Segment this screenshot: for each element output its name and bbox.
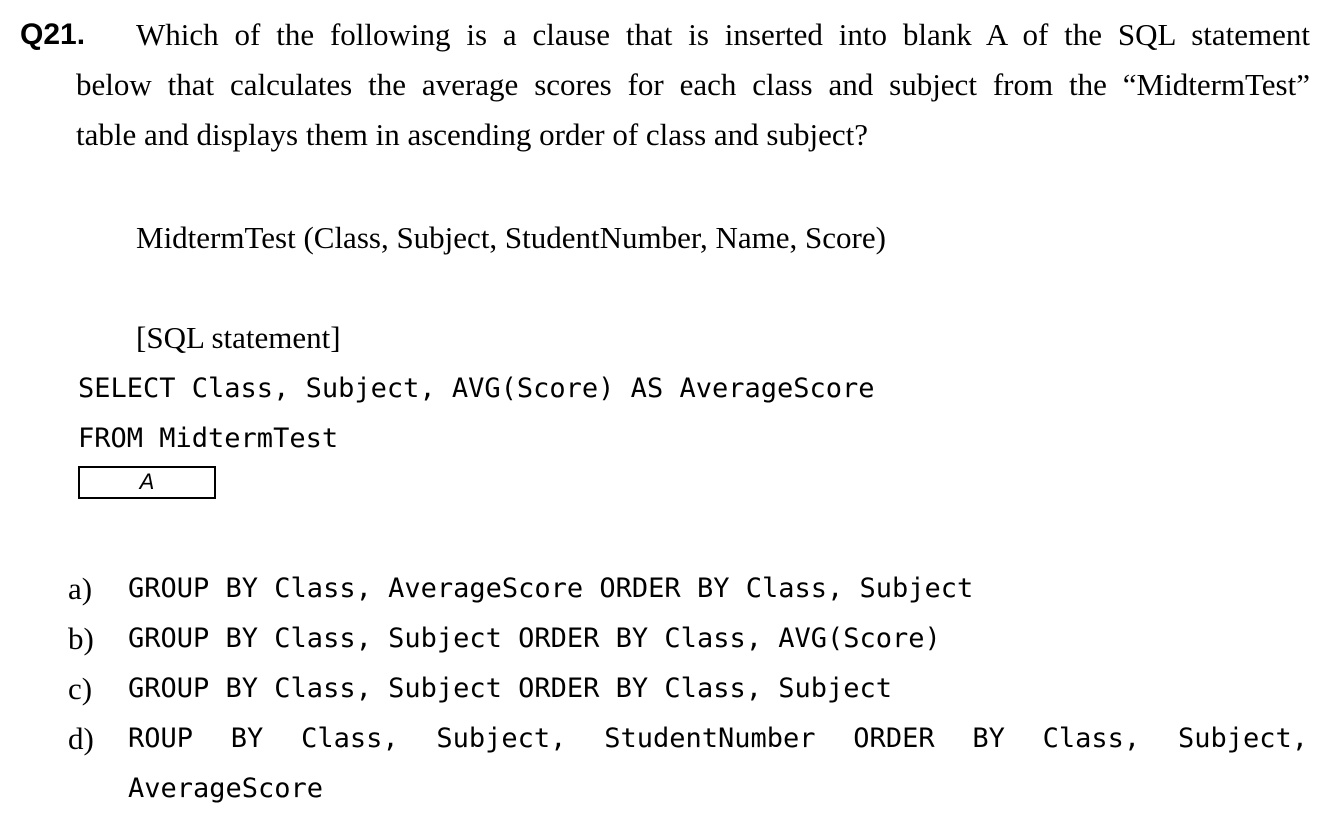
option-d-text-line-2: AverageScore bbox=[128, 773, 324, 804]
option-d-letter: d) bbox=[68, 721, 94, 756]
option-c-letter: c) bbox=[68, 671, 93, 706]
option-b-text: GROUP BY Class, Subject ORDER BY Class, AVG(Score) bbox=[128, 623, 941, 654]
option-c-text: GROUP BY Class, Subject ORDER BY Class, Subject bbox=[128, 673, 893, 704]
blank-a-box: A bbox=[78, 466, 216, 499]
sql-from-line: FROM MidtermTest bbox=[78, 423, 339, 454]
sql-heading: [SQL statement] bbox=[136, 320, 341, 355]
option-d-text-line-1: ROUP BY Class, Subject, StudentNumber ORDER BY Class, Subject, bbox=[128, 723, 1308, 754]
option-a-text: GROUP BY Class, AverageScore ORDER BY Class, Subject bbox=[128, 573, 974, 604]
question-number: Q21. bbox=[20, 18, 86, 51]
option-b-letter: b) bbox=[68, 621, 94, 656]
option-a-letter: a) bbox=[68, 571, 93, 606]
question-text-line-2: below that calculates the average scores for each class and subject from the “MidtermTest” bbox=[76, 67, 1310, 102]
table-schema: MidtermTest (Class, Subject, StudentNumber, Name, Score) bbox=[136, 220, 886, 255]
question-text-line-3: table and displays them in ascending order of class and subject? bbox=[76, 117, 868, 152]
sql-select-line: SELECT Class, Subject, AVG(Score) AS AverageScore bbox=[78, 373, 875, 404]
question-text-line-1: Which of the following is a clause that is inserted into blank A of the SQL statement bbox=[136, 17, 1310, 52]
